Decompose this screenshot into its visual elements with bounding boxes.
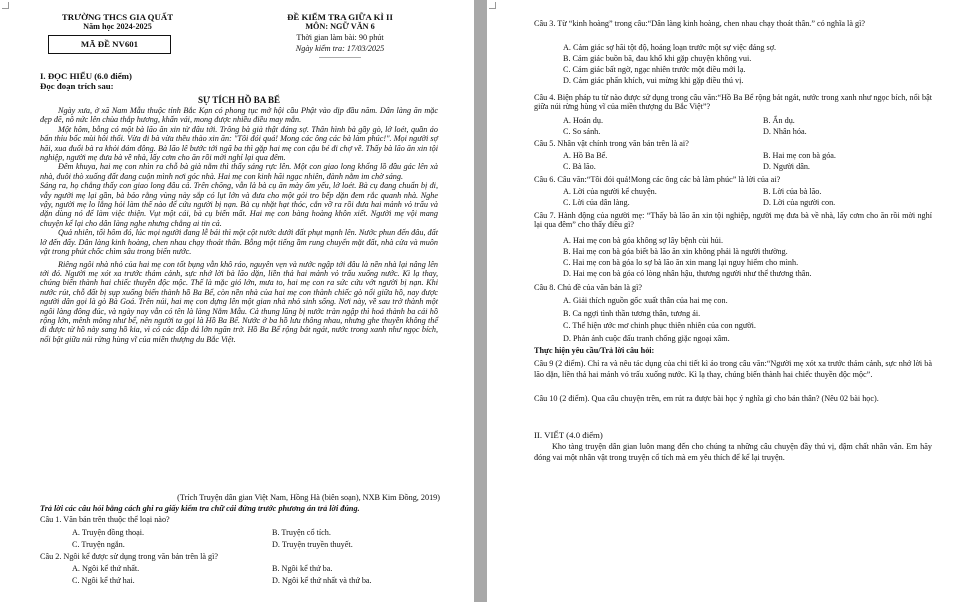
question-7-text: Câu 7. Hành động của người mẹ: “Thấy bà lão ăn xin tội nghiệp, người mẹ đưa bà về nhà, lấy cơm cho ăn rồi mời nghỉ lại qua đêm” cho thấy điều gì? <box>534 211 932 230</box>
header-divider: --------------------- <box>319 55 361 61</box>
q6-option-a: A. Lời của người kể chuyện. <box>563 187 657 196</box>
q5-option-b: B. Hai mẹ con bà góa. <box>763 151 836 160</box>
exam-subject: MÔN: NGỮ VĂN 6 <box>305 22 375 31</box>
q8-option-a: A. Giải thích nguồn gốc xuất thân của hai mẹ con. <box>563 296 728 305</box>
question-8: Câu 8. Chủ đề của văn bản là gì? <box>534 283 642 292</box>
read-instruction: Đọc đoạn trích sau: <box>40 81 114 91</box>
question-2: Câu 2. Ngôi kể được sử dụng trong văn bản trên là gì? <box>40 552 219 561</box>
question-10-text: Câu 10 (2 điểm). Qua câu chuyện trên, em rút ra được bài học ý nghĩa gì cho bản thân? (Nêu 02 bài học). <box>534 394 879 403</box>
q7-option-a: A. Hai mẹ con bà góa không sợ lây bệnh cùi hủi. <box>563 236 724 245</box>
school-year: Năm học 2024-2025 <box>83 22 152 31</box>
question-6: Câu 6. Câu văn:“Tôi đói quá!Mong các ông các bà làm phúc” là lời của ai? <box>534 175 781 184</box>
exam-page-1 <box>0 0 474 602</box>
section2-prompt-text: Kho tàng truyện dân gian luôn mang đến cho chúng ta những câu chuyện đầy thú vị, đậm chất nhân văn. Em hãy đóng vai một nhân vật trong truyện cổ tích mà em yêu thích để kể lại truyện. <box>534 442 932 462</box>
story-paragraph: Một hôm, bỗng có một bà lão ăn xin từ đâu tới. Trông bà già thật đáng sợ. Thân hình bà gầy gò, lở loét, quần áo bẩn thỉu bốc mùi hôi thối. Vừa đi bà vừa thều thào xin ăn: "Tôi đói quá! Mong các ông các bà làm phúc!". Mọi người sợ hãi, xua đuổi bà ra khỏi đám đông. Bà lão lê bước tới ngã ba thì gặp hai mẹ con cậu bé đi chợ về. Thấy bà lão ăn xin tội nghiệp, người mẹ đưa bà về nhà, lấy cơm cho ăn rồi mời nghỉ lại qua đêm. <box>40 124 438 163</box>
q8-option-b: B. Ca ngợi tình thần tương thân, tương ái. <box>563 309 701 318</box>
story-source: (Trích Truyện dân gian Việt Nam, Hồng Hà (biên soạn), NXB Kim Đồng, 2019) <box>177 493 440 502</box>
q5-option-d: D. Người dân. <box>763 162 810 171</box>
question-10 <box>534 393 932 404</box>
q4-option-d: D. Nhân hóa. <box>763 127 807 136</box>
section2-heading: II. VIẾT (4.0 điểm) <box>534 430 603 440</box>
q5-option-c: C. Bà lão. <box>563 162 596 171</box>
question-4 <box>534 93 932 112</box>
school-name: TRƯỜNG THCS GIA QUẤT <box>61 12 174 22</box>
q5-option-a: A. Hồ Ba Bể. <box>563 151 608 160</box>
question-1: Câu 1. Văn bản trên thuộc thể loại nào? <box>40 515 170 524</box>
q4-option-b: B. Ẩn dụ. <box>763 116 795 125</box>
q2-option-c: C. Ngôi kể thứ hai. <box>72 576 135 585</box>
question-4-text: Câu 4. Biện pháp tu từ nào được sử dụng trong câu văn:“Hồ Ba Bể rộng bát ngát, nước trong xanh như ngọc bích, nổi bật giữa núi rừng hùng vĩ của miền thượng du Bắc Việt”? <box>534 93 932 112</box>
story-paragraph: Ngày xưa, ở xã Nam Mẫu thuộc tỉnh Bắc Kạn có phong tục mở hội cầu Phật vào dịp đầu năm. Dân làng ăn mặc đẹp đẽ, nô nức lên chùa thắp hương, khấn vái, mong được nhiều điều may mắn. <box>40 106 438 125</box>
essay-heading: Thực hiện yêu cầu/Trả lời câu hỏi: <box>534 346 655 355</box>
q6-option-c: C. Lời của dân làng. <box>563 198 630 207</box>
page-corner-mark <box>2 2 9 9</box>
q7-option-d: D. Hai mẹ con bà góa có lòng nhân hậu, thương người như thể thương thân. <box>563 269 812 278</box>
q7-option-c: C. Hai mẹ con bà góa lo sợ bà lão ăn xin mang lại nguy hiểm cho mình. <box>563 258 799 267</box>
question-7 <box>534 211 932 230</box>
page-corner-mark <box>489 2 496 9</box>
exam-title: ĐỀ KIỂM TRA GIỮA KÌ II <box>287 12 393 22</box>
q2-option-b: B. Ngôi kể thứ ba. <box>272 564 333 573</box>
question-9 <box>534 358 932 380</box>
q3-option-d: D. Cảm giác phấn khích, vui mừng khi gặp điều thú vị. <box>563 76 744 85</box>
story-title: SỰ TÍCH HỒ BA BỂ <box>197 95 281 105</box>
q1-option-d: D. Truyện truyền thuyết. <box>272 540 353 549</box>
q6-option-d: D. Lời của người con. <box>763 198 836 207</box>
exam-duration: Thời gian làm bài: 90 phút <box>296 33 384 42</box>
exam-page-2 <box>487 0 960 602</box>
story-paragraph: Sáng ra, họ chẳng thấy con giao long đâu cả. Trên chõng, vẫn là bà cụ ăn mày ốm yếu, lở loét. Bà cụ đang chuẩn bị đi, vẫy người mẹ lại gần, bà bảo rằng vùng này sắp có lụt lớn và đưa cho một gói tro bếp dặn đem rắc quanh nhà. Nghe vậy, người mẹ lo lắng hỏi làm thế nào để cứu người bị nạn. Bà cụ nhặt hạt thóc, cắn vỡ ra rồi đưa hai mảnh vỏ trấu và dặn dùng nó để làm việc thiện. Vụt một cái, bà cụ biến mất. Hai mẹ con bàng hoàng khôn xiết. Người mẹ vội mang chuyện kể lại cho dân làng nghe nhưng chẳng ai tin cả. <box>40 181 438 228</box>
q2-option-a: A. Ngôi kể thứ nhất. <box>72 564 140 573</box>
exam-date: Ngày kiểm tra: 17/03/2025 <box>295 44 385 53</box>
q8-option-d: D. Phản ánh cuộc đấu tranh chống giặc ngoại xâm. <box>563 334 730 343</box>
section2-prompt <box>534 441 932 463</box>
q8-option-c: C. Thể hiện ước mơ chinh phục thiên nhiên của con người. <box>563 321 756 330</box>
q7-option-b: B. Hai mẹ con bà góa biết bà lão ăn xin không phải là người thường. <box>563 247 788 256</box>
question-5: Câu 5. Nhân vật chính trong văn bản trên là ai? <box>534 139 689 148</box>
question-9-text: Câu 9 (2 điểm). Chỉ ra và nêu tác dụng của chi tiết kì ảo trong câu văn:“Người mẹ xót xa trước thảm cảnh, sực nhớ lời bà lão dặn, liền thả hai mảnh vỏ trấu xuống nước. Kì lạ thay, chúng biến thành hai chiếc thuyền độc mộc”. <box>534 359 932 379</box>
q3-option-b: B. Cảm giác buồn bã, đau khổ khi gặp chuyện không vui. <box>563 54 752 63</box>
section1-heading: I. ĐỌC HIỂU (6.0 điểm) <box>40 71 132 81</box>
question-3-text: Câu 3. Từ “kinh hoàng” trong câu:“Dân làng kinh hoàng, chen nhau chạy thoát thân.” có nghĩa là gì? <box>534 19 866 28</box>
mc-instruction: Trả lời các câu hỏi bằng cách ghi ra giấy kiểm tra chữ cái đứng trước phương án trả lời đúng. <box>40 504 360 513</box>
question-3 <box>534 19 932 28</box>
exam-code: MÃ ĐỀ NV601 <box>80 39 139 49</box>
q1-option-c: C. Truyện ngắn. <box>72 540 125 549</box>
q1-option-b: B. Truyện cổ tích. <box>272 528 331 537</box>
q4-option-c: C. So sánh. <box>563 127 601 136</box>
q3-option-c: C. Cảm giác bất ngờ, ngạc nhiên trước một điều mới lạ. <box>563 65 746 74</box>
q1-option-a: A. Truyện đồng thoại. <box>72 528 145 537</box>
q6-option-b: B. Lời của bà lão. <box>763 187 822 196</box>
story-paragraph: Đêm khuya, hai mẹ con nhìn ra chỗ bà già nằm thì thấy sáng rực lên. Một con giao long khổng lồ đầu gác lên xà nhà, đuôi thò xuống đất đang cuộn mình nơi góc nhà. Hai mẹ con kinh hãi ngạc nhiên, đành nằm im chờ sáng. <box>40 162 438 181</box>
q2-option-d: D. Ngôi kể thứ nhất và thứ ba. <box>272 576 372 585</box>
story-paragraph: Riêng ngôi nhà nhỏ của hai mẹ con tốt bụng vẫn khô ráo, nguyên vẹn và nước ngập tới đâu là nền nhà lại nâng lên tới đó. Người mẹ xót xa trước thảm cảnh, sực nhớ lời bà lão dặn, liền thả hai mảnh vỏ trấu xuống nước. Kì lạ thay, chúng biến thành hai chiếc thuyền độc mộc. Thế là mặc gió lớn, mưa to, hai mẹ con ra sức cứu vớt người bị nạn. Khi nước rút, chỗ đất bị sụp xuống biến thành hồ Ba Bể, còn nền nhà của hai mẹ con thành chiếc gò nổi giữa hồ, nay được người dân gọi là gò Bà Goá. Trên núi, hai mẹ con dựng lên một gian nhà nhỏ sinh sống. Nơi này, về sau trở thành một ngôi làng đông đúc, và ngày nay vẫn có tên là làng Nằm Mẫu. Cả thung lũng bị nước tràn ngập thì hoá thành ba cái hồ rộng lớn, mênh mông như bể, nên người ta gọi là Hồ Ba Bể. Nước ở ba hồ lưu thông nhau, nhưng ghe thuyền không thể đi được từ hồ này sang hồ kia, vì có các đập đá lớn ngăn trở. Hồ Ba Bể rộng bát ngát, nước trong xanh như ngọc bích, nổi bật giữa núi rừng hùng vĩ của miền thượng du Bắc Việt. <box>40 259 438 344</box>
q3-option-a: A. Cảm giác sợ hãi tột độ, hoảng loạn trước một sự việc đáng sợ. <box>563 43 777 52</box>
story-paragraph: Quả nhiên, tối hôm đó, lúc mọi người đang lễ bái thì một cột nước dưới đất phụt mạnh lên. Nước phun đến đâu, đất lở đến đấy. Dân làng kinh hoàng, chen nhau chạy thoát thân. Bỗng một tiếng ầm rung chuyển mặt đất, nhà cửa và muôn vật trong phút chốc chìm sâu trong biển nước. <box>40 228 438 257</box>
q4-option-a: A. Hoán dụ. <box>563 116 604 125</box>
story-passage <box>40 106 438 344</box>
